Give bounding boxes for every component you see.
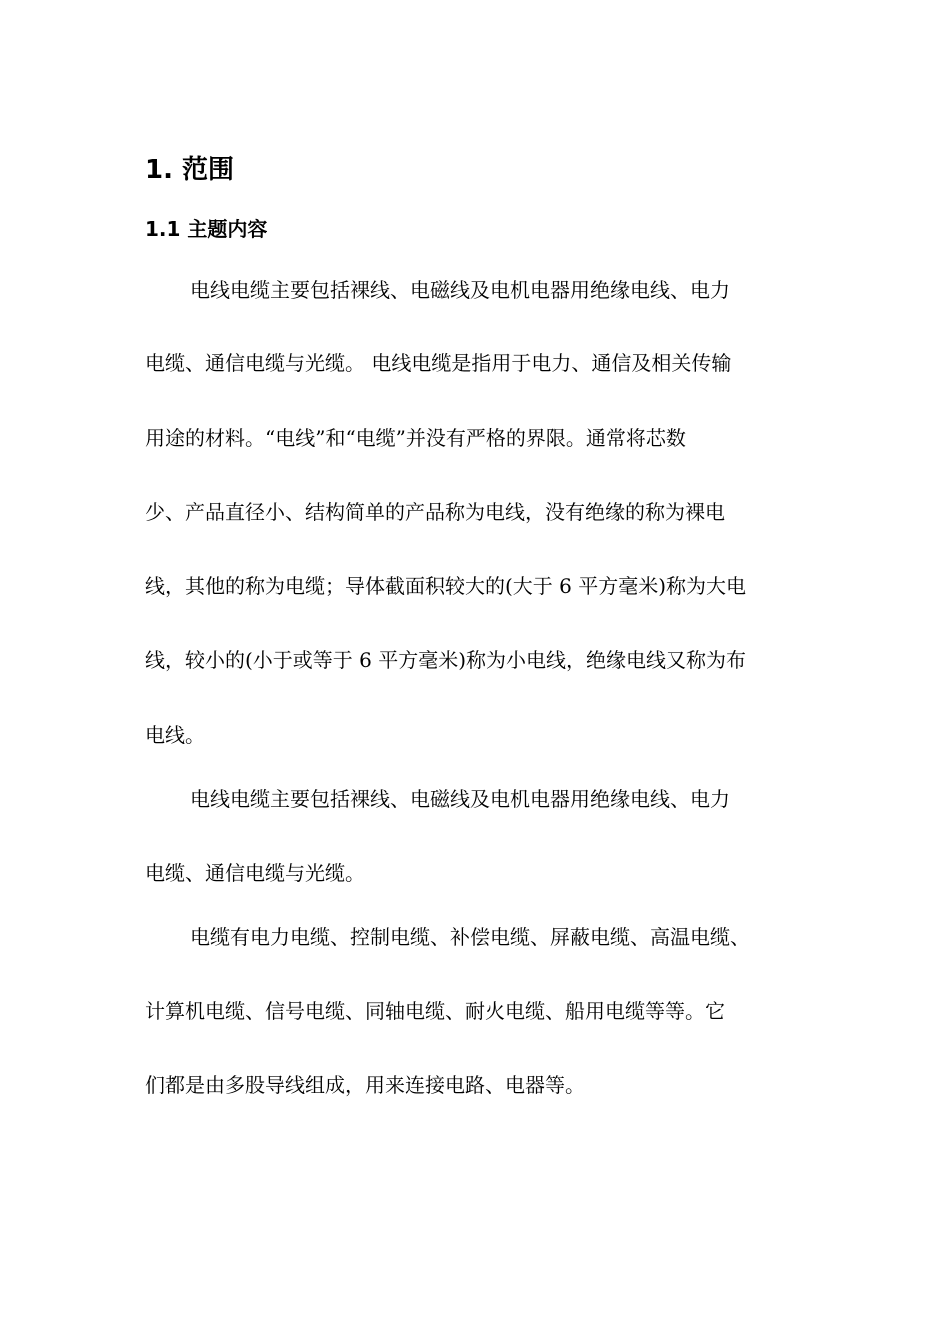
paragraph-line: 用途的材料。“电线”和“电缆”并没有严格的界限。通常将芯数 <box>145 426 686 450</box>
section-subheading: 1.1 主题内容 <box>145 217 268 241</box>
paragraph-line: 电线电缆主要包括裸线、电磁线及电机电器用绝缘电线、电力 <box>190 278 730 302</box>
section-heading: 1. 范围 <box>145 155 235 185</box>
paragraph-line: 线，较小的(小于或等于 6 平方毫米)称为小电线，绝缘电线又称为布 <box>145 648 747 672</box>
paragraph-line: 电缆、通信电缆与光缆。 <box>145 861 365 885</box>
paragraph-line: 电缆、通信电缆与光缆。 电线电缆是指用于电力、通信及相关传输 <box>145 351 732 375</box>
paragraph-line: 电线电缆主要包括裸线、电磁线及电机电器用绝缘电线、电力 <box>190 787 730 811</box>
paragraph-line: 线，其他的称为电缆；导体截面积较大的(大于 6 平方毫米)称为大电 <box>145 574 747 598</box>
paragraph-line: 计算机电缆、信号电缆、同轴电缆、耐火电缆、船用电缆等等。它 <box>145 999 725 1023</box>
paragraph-line: 少、产品直径小、结构简单的产品称为电线，没有绝缘的称为裸电 <box>145 500 725 524</box>
paragraph-line: 电线。 <box>145 723 205 747</box>
paragraph-line: 电缆有电力电缆、控制电缆、补偿电缆、屏蔽电缆、高温电缆、 <box>190 925 750 949</box>
paragraph-line: 们都是由多股导线组成，用来连接电路、电器等。 <box>145 1073 585 1097</box>
